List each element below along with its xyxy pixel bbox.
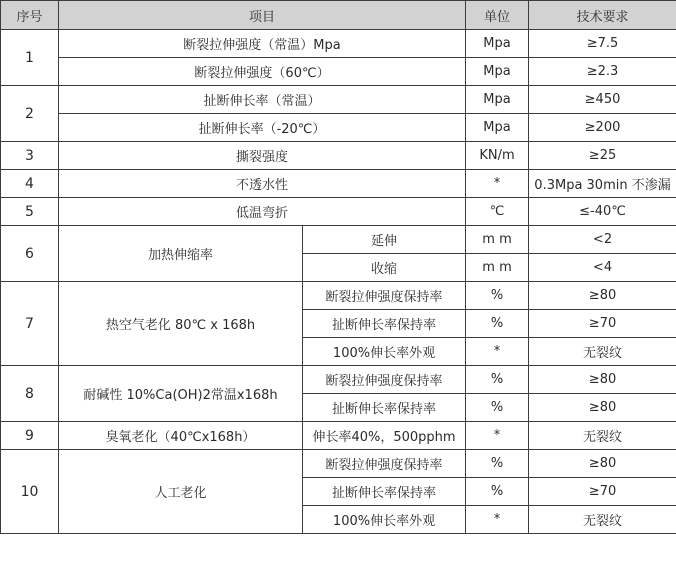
sub-item-cell: 伸长率40%，500pphm bbox=[303, 422, 466, 450]
unit-cell: % bbox=[466, 478, 529, 506]
unit-cell: % bbox=[466, 394, 529, 422]
header-unit: 单位 bbox=[466, 1, 529, 30]
requirement-cell: 无裂纹 bbox=[529, 506, 676, 534]
table-row bbox=[1, 86, 676, 114]
table-row bbox=[1, 114, 676, 142]
table-row bbox=[1, 30, 676, 58]
requirement-cell: ≥200 bbox=[529, 114, 676, 142]
requirement-cell: <2 bbox=[529, 226, 676, 254]
requirement-cell: ≥450 bbox=[529, 86, 676, 114]
row-number: 4 bbox=[1, 170, 59, 198]
row-number: 1 bbox=[1, 30, 59, 86]
requirement-cell: ≥7.5 bbox=[529, 30, 676, 58]
requirement-cell: ≥70 bbox=[529, 478, 676, 506]
requirement-cell: ≥80 bbox=[529, 282, 676, 310]
requirement-cell: ≥80 bbox=[529, 450, 676, 478]
header-row bbox=[1, 1, 676, 30]
item-cell: 扯断伸长率（常温） bbox=[59, 86, 466, 114]
requirement-cell: ≥70 bbox=[529, 310, 676, 338]
sub-item-cell: 断裂拉伸强度保持率 bbox=[303, 282, 466, 310]
table-row bbox=[1, 198, 676, 226]
sub-item-cell: 延伸 bbox=[303, 226, 466, 254]
row-number: 8 bbox=[1, 366, 59, 422]
unit-cell: % bbox=[466, 310, 529, 338]
requirement-cell: <4 bbox=[529, 254, 676, 282]
table-row bbox=[1, 422, 676, 450]
table-row bbox=[1, 450, 676, 478]
table-row bbox=[1, 226, 676, 254]
header-item: 项目 bbox=[59, 1, 466, 30]
row-number: 9 bbox=[1, 422, 59, 450]
requirement-cell: ≥25 bbox=[529, 142, 676, 170]
item-cell: 耐碱性 10%Ca(OH)2常温x168h bbox=[59, 366, 303, 422]
sub-item-cell: 扯断伸长率保持率 bbox=[303, 310, 466, 338]
row-number: 3 bbox=[1, 142, 59, 170]
requirement-cell: ≥80 bbox=[529, 366, 676, 394]
table-row bbox=[1, 282, 676, 310]
item-cell: 扯断伸长率（-20℃） bbox=[59, 114, 466, 142]
header-seq: 序号 bbox=[1, 1, 59, 30]
row-number: 5 bbox=[1, 198, 59, 226]
unit-cell: % bbox=[466, 366, 529, 394]
sub-item-cell: 100%伸长率外观 bbox=[303, 338, 466, 366]
row-number: 10 bbox=[1, 450, 59, 534]
sub-item-cell: 断裂拉伸强度保持率 bbox=[303, 366, 466, 394]
unit-cell: Mpa bbox=[466, 58, 529, 86]
table-row bbox=[1, 170, 676, 198]
row-number: 7 bbox=[1, 282, 59, 366]
unit-cell: Mpa bbox=[466, 30, 529, 58]
sub-item-cell: 断裂拉伸强度保持率 bbox=[303, 450, 466, 478]
item-cell: 加热伸缩率 bbox=[59, 226, 303, 282]
unit-cell: % bbox=[466, 282, 529, 310]
unit-cell: m m bbox=[466, 226, 529, 254]
requirement-cell: ≥2.3 bbox=[529, 58, 676, 86]
unit-cell: * bbox=[466, 422, 529, 450]
item-cell: 不透水性 bbox=[59, 170, 466, 198]
unit-cell: * bbox=[466, 338, 529, 366]
table-row bbox=[1, 58, 676, 86]
requirement-cell: ≤-40℃ bbox=[529, 198, 676, 226]
item-cell: 断裂拉伸强度（60℃） bbox=[59, 58, 466, 86]
requirement-cell: 无裂纹 bbox=[529, 338, 676, 366]
table-row bbox=[1, 366, 676, 394]
sub-item-cell: 扯断伸长率保持率 bbox=[303, 394, 466, 422]
item-cell: 人工老化 bbox=[59, 450, 303, 534]
sub-item-cell: 扯断伸长率保持率 bbox=[303, 478, 466, 506]
requirement-cell: 0.3Mpa 30min 不渗漏 bbox=[529, 170, 676, 198]
unit-cell: % bbox=[466, 450, 529, 478]
header-requirement: 技术要求 bbox=[529, 1, 676, 30]
requirement-cell: 无裂纹 bbox=[529, 422, 676, 450]
unit-cell: * bbox=[466, 170, 529, 198]
unit-cell: * bbox=[466, 506, 529, 534]
sub-item-cell: 收缩 bbox=[303, 254, 466, 282]
item-cell: 低温弯折 bbox=[59, 198, 466, 226]
unit-cell: KN/m bbox=[466, 142, 529, 170]
unit-cell: Mpa bbox=[466, 86, 529, 114]
item-cell: 撕裂强度 bbox=[59, 142, 466, 170]
item-cell: 断裂拉伸强度（常温）Mpa bbox=[59, 30, 466, 58]
row-number: 2 bbox=[1, 86, 59, 142]
unit-cell: Mpa bbox=[466, 114, 529, 142]
unit-cell: m m bbox=[466, 254, 529, 282]
item-cell: 热空气老化 80℃ x 168h bbox=[59, 282, 303, 366]
item-cell: 臭氧老化（40℃x168h） bbox=[59, 422, 303, 450]
requirement-cell: ≥80 bbox=[529, 394, 676, 422]
row-number: 6 bbox=[1, 226, 59, 282]
unit-cell: ℃ bbox=[466, 198, 529, 226]
sub-item-cell: 100%伸长率外观 bbox=[303, 506, 466, 534]
table-row bbox=[1, 142, 676, 170]
